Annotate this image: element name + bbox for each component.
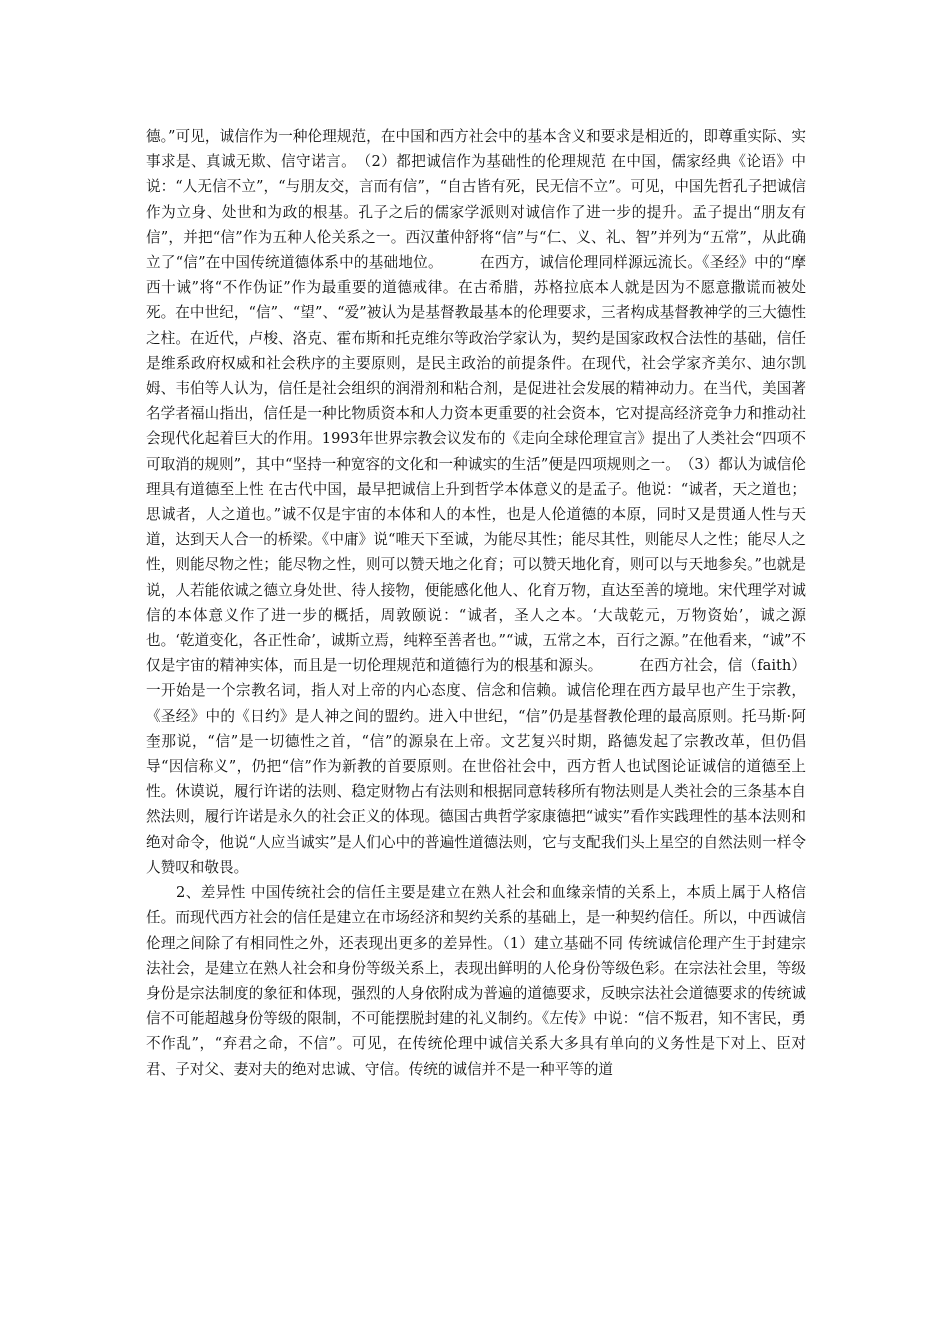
paragraph-2: 2、差异性 中国传统社会的信任主要是建立在熟人社会和血缘亲情的关系上，本质上属于人格信任。而现代西方社会的信任是建立在市场经济和契约关系的基础上，是一种契约信任。所以，中西诚信伦理之间除了有相同性之外，还表现出更多的差异性。（1）建立基础不同 传统诚信伦理产生于封建宗法社会，是建立在熟人社会和身份等级关系上，表现出鲜明的人伦身份等级色彩。在宗法社会里，等级身份是宗法制度的象征和体现，强烈的人身依附成为普遍的道德要求，反映宗法社会道德要求的传统诚信不可能超越身份等级的限制，不可能摆脱封建的礼义制约。《左传》中说：“信不叛君，知不害民，勇不作乱”，“弃君之命，不信”。可见，在传统伦理中诚信关系大多具有单向的义务性是下对上、臣对君、子对父、妻对夫的绝对忠诚、守信。传统的诚信并不是一种平等的道	[146, 884, 806, 1078]
body-text	[146, 124, 806, 1082]
paragraph-1: 德。”可见，诚信作为一种伦理规范，在中国和西方社会中的基本含义和要求是相近的，即尊重实际、实事求是、真诚无欺、信守诺言。 （2）都把诚信作为基础性的伦理规范 在中国，儒家经典《论语》中说：“人无信不立”，“与朋友交，言而有信”，“自古皆有死，民无信不立”。可见，中国先哲孔子把诚信作为立身、处世和为政的根基。孔子之后的儒家学派则对诚信作了进一步的提升。孟子提出“朋友有信”，并把“信”作为五种人伦关系之一。西汉董仲舒将“信”与“仁、义、礼、智”并列为“五常”，从此确立了“信”在中国传统道德体系中的基础地位。 在西方，诚信伦理同样源远流长。《圣经》中的“摩西十诫”将“不作伪证”作为最重要的道德戒律。在古希腊，苏格拉底本人就是因为不愿意撒谎而被处死。在中世纪，“信”、“望”、“爱”被认为是基督教最基本的伦理要求，三者构成基督教神学的三大德性之柱。在近代，卢梭、洛克、霍布斯和托克维尔等政治学家认为，契约是国家政权合法性的基础，信任是维系政府权威和社会秩序的主要原则，是民主政治的前提条件。在现代，社会学家齐美尔、迪尔凯姆、韦伯等人认为，信任是社会组织的润滑剂和粘合剂，是促进社会发展的精神动力。在当代，美国著名学者福山指出，信任是一种比物质资本和人力资本更重要的社会资本，它对提高经济竞争力和推动社会现代化起着巨大的作用。1993年世界宗教会议发布的《走向全球伦理宣言》提出了人类社会“四项不可取消的规则”，其中“坚持一种宽容的文化和一种诚实的生活”便是四项规则之一。 （3）都认为诚信伦理具有道德至上性 在古代中国，最早把诚信上升到哲学本体意义的是孟子。他说：“诚者，天之道也；思诚者，人之道也。”诚不仅是宇宙的本体和人的本性，也是人伦道德的本原，同时又是贯通人性与天道，达到天人合一的桥梁。《中庸》说“唯天下至诚，为能尽其性；能尽其性，则能尽人之性；能尽人之性，则能尽物之性；能尽物之性，则可以赞天地之化育；可以赞天地化育，则可以与天地参矣。”也就是说，人若能依诚之德立身处世、待人接物，便能感化他人、化育万物，直达至善的境地。宋代理学对诚信的本体意义作了进一步的概括，周敦颐说：“诚者，圣人之本。‘大哉乾元，万物资始’，诚之源也。‘乾道变化，各正性命’，诚斯立焉，纯粹至善者也。”“诚，五常之本，百行之源。”在他看来，“诚”不仅是宇宙的精神实体，而且是一切伦理规范和道德行为的根基和源头。 在西方社会，信（faith）一开始是一个宗教名词，指人对上帝的内心态度、信念和信赖。诚信伦理在西方最早也产生于宗教，《圣经》中的《日约》是人神之间的盟约。进入中世纪，“信”仍是基督教伦理的最高原则。托马斯·阿奎那说，“信”是一切德性之首，“信”的源泉在上帝。文艺复兴时期，路德发起了宗教改革，但仍倡导“因信称义”，仍把“信”作为新教的首要原则。在世俗社会中，西方哲人也试图论证诚信的道德至上性。休谟说，履行许诺的法则、稳定财物占有法则和根据同意转移所有物法则是人类社会的三条基本自然法则，履行许诺是永久的社会正义的体现。德国古典哲学家康德把“诚实”看作实践理性的基本法则和绝对命令，他说“人应当诚实”是人们心中的普遍性道德法则，它与支配我们头上星空的自然法则一样令人赞叹和敬畏。	[146, 128, 806, 876]
